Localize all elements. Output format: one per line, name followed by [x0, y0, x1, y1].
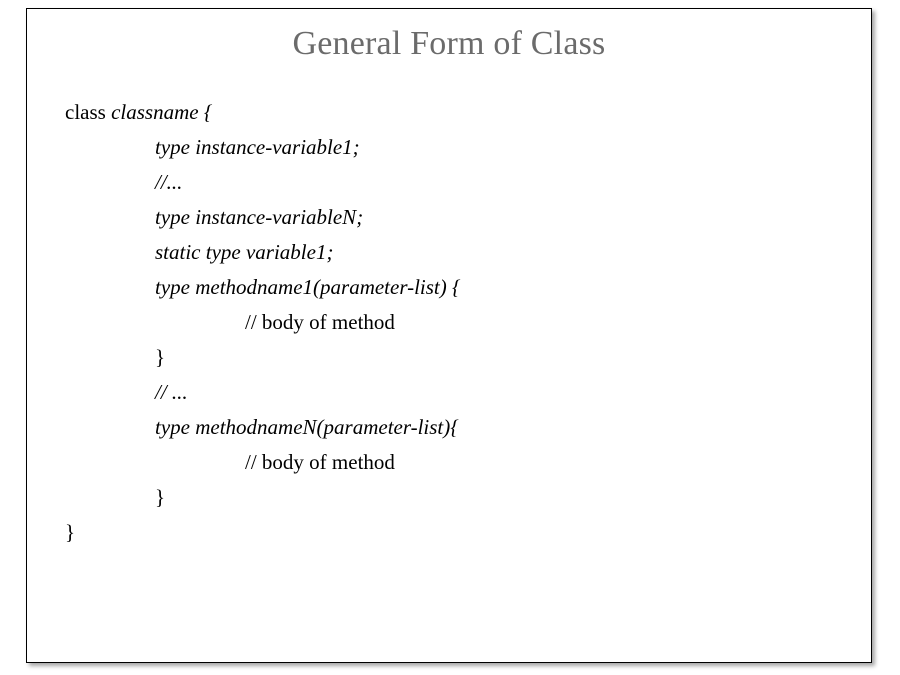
code-text-italic: type methodname1(parameter-list) { [155, 275, 461, 299]
code-line [65, 235, 851, 270]
code-text-italic: type instance-variable1; [155, 135, 360, 159]
code-text-plain: } [155, 485, 166, 509]
slide-content-frame [26, 8, 872, 663]
code-line [65, 130, 851, 165]
code-block [65, 95, 851, 550]
code-text-italic: static type variable1; [155, 240, 334, 264]
code-line [65, 375, 851, 410]
code-line [65, 95, 851, 130]
code-text-plain: } [65, 520, 76, 544]
code-line [65, 305, 851, 340]
code-text-italic: type methodnameN(parameter-list){ [155, 415, 459, 439]
code-line [65, 270, 851, 305]
code-line [65, 480, 851, 515]
code-line [65, 340, 851, 375]
code-text-italic: // ... [155, 380, 188, 404]
code-text-plain: class [65, 100, 112, 124]
code-text-plain: } [155, 345, 166, 369]
code-line [65, 515, 851, 550]
code-text-plain: // body of method [245, 310, 395, 334]
code-text-italic: classname { [111, 100, 213, 124]
code-text-italic: //... [155, 170, 183, 194]
code-line [65, 165, 851, 200]
code-line [65, 445, 851, 480]
code-text-plain: // body of method [245, 450, 395, 474]
code-text-italic: type instance-variableN; [155, 205, 364, 229]
code-line [65, 200, 851, 235]
page-title: General Form of Class [292, 25, 606, 62]
code-line [65, 410, 851, 445]
